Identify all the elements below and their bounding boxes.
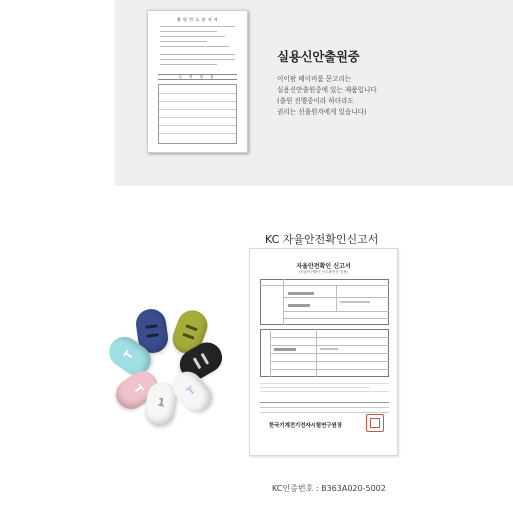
keyhole-slot bbox=[145, 324, 157, 329]
table-divider bbox=[260, 285, 389, 286]
keyhole-mark-icon: T bbox=[121, 348, 137, 362]
table-row bbox=[159, 109, 236, 110]
patent-status-title: 실용신안출원중 bbox=[277, 49, 360, 64]
keyhole-mark-icon: T bbox=[130, 382, 146, 396]
kc-document-title: 자율안전확인 신고서 bbox=[296, 263, 351, 270]
separator bbox=[260, 407, 389, 408]
note-line bbox=[260, 387, 370, 388]
document-line bbox=[160, 59, 235, 60]
patent-description-line: 권리는 선출원자에게 있습니다) bbox=[277, 108, 367, 116]
keyhole-mark-icon: T bbox=[183, 383, 199, 399]
kc-certificate-document bbox=[249, 248, 398, 456]
keyhole-slot bbox=[182, 333, 194, 340]
document-line bbox=[160, 54, 235, 55]
note-line bbox=[260, 383, 389, 384]
kc-document-subtitle: (자율안전확인 신고확인증 겸용) bbox=[299, 270, 348, 274]
table-divider bbox=[283, 311, 389, 312]
redacted-field bbox=[288, 304, 310, 307]
document-line bbox=[160, 26, 235, 27]
document-line bbox=[160, 36, 225, 37]
keyhole-slot bbox=[146, 333, 158, 338]
table-divider bbox=[270, 337, 389, 338]
table-row bbox=[159, 125, 236, 126]
patent-description-line: 실용신안출원중에 있는 제품입니다 bbox=[277, 86, 377, 94]
document-line bbox=[160, 64, 217, 65]
official-seal-icon bbox=[366, 414, 384, 432]
table-row bbox=[159, 93, 236, 94]
patent-application-document bbox=[147, 10, 248, 153]
note-line bbox=[260, 391, 389, 392]
table-row bbox=[159, 133, 236, 134]
redacted-field bbox=[288, 292, 314, 295]
document-heading-bar bbox=[158, 74, 237, 80]
keyhole-slot bbox=[201, 353, 210, 365]
patent-document-title: 출 원 번 호 통 지 서 bbox=[176, 17, 219, 22]
table-divider bbox=[270, 345, 389, 346]
table-row bbox=[159, 117, 236, 118]
redacted-field bbox=[274, 348, 296, 351]
document-table bbox=[158, 84, 237, 144]
patent-description-line: 이이팜 베이비룸 문고리는 bbox=[277, 75, 352, 83]
table-divider bbox=[270, 361, 389, 362]
keyhole-slot bbox=[193, 357, 202, 369]
table-divider bbox=[336, 285, 337, 311]
patent-description-line: (출원 진행중이라 하더라도 bbox=[277, 97, 354, 105]
keyhole-slot bbox=[185, 324, 197, 331]
kc-section-title: KC 자율안전확인신고서 bbox=[265, 233, 379, 246]
document-line bbox=[160, 31, 217, 32]
separator bbox=[260, 402, 389, 403]
patent-office-heading: 특 허 청 장 bbox=[178, 75, 217, 79]
table-divider bbox=[270, 369, 389, 370]
kc-certification-number: KC인증번호 : B363A020-5002 bbox=[272, 484, 386, 493]
table-divider bbox=[283, 318, 389, 319]
redacted-field bbox=[340, 301, 370, 303]
keyhole-mark-icon: 1 bbox=[156, 395, 167, 410]
table-row bbox=[159, 101, 236, 102]
table-divider bbox=[270, 353, 389, 354]
document-line bbox=[160, 41, 207, 42]
document-line bbox=[160, 46, 229, 47]
separator bbox=[260, 412, 389, 413]
table-divider bbox=[283, 297, 389, 298]
kc-issuer-name: 한국기계전기전자시험연구원장 bbox=[269, 423, 342, 429]
redacted-field bbox=[320, 348, 338, 350]
